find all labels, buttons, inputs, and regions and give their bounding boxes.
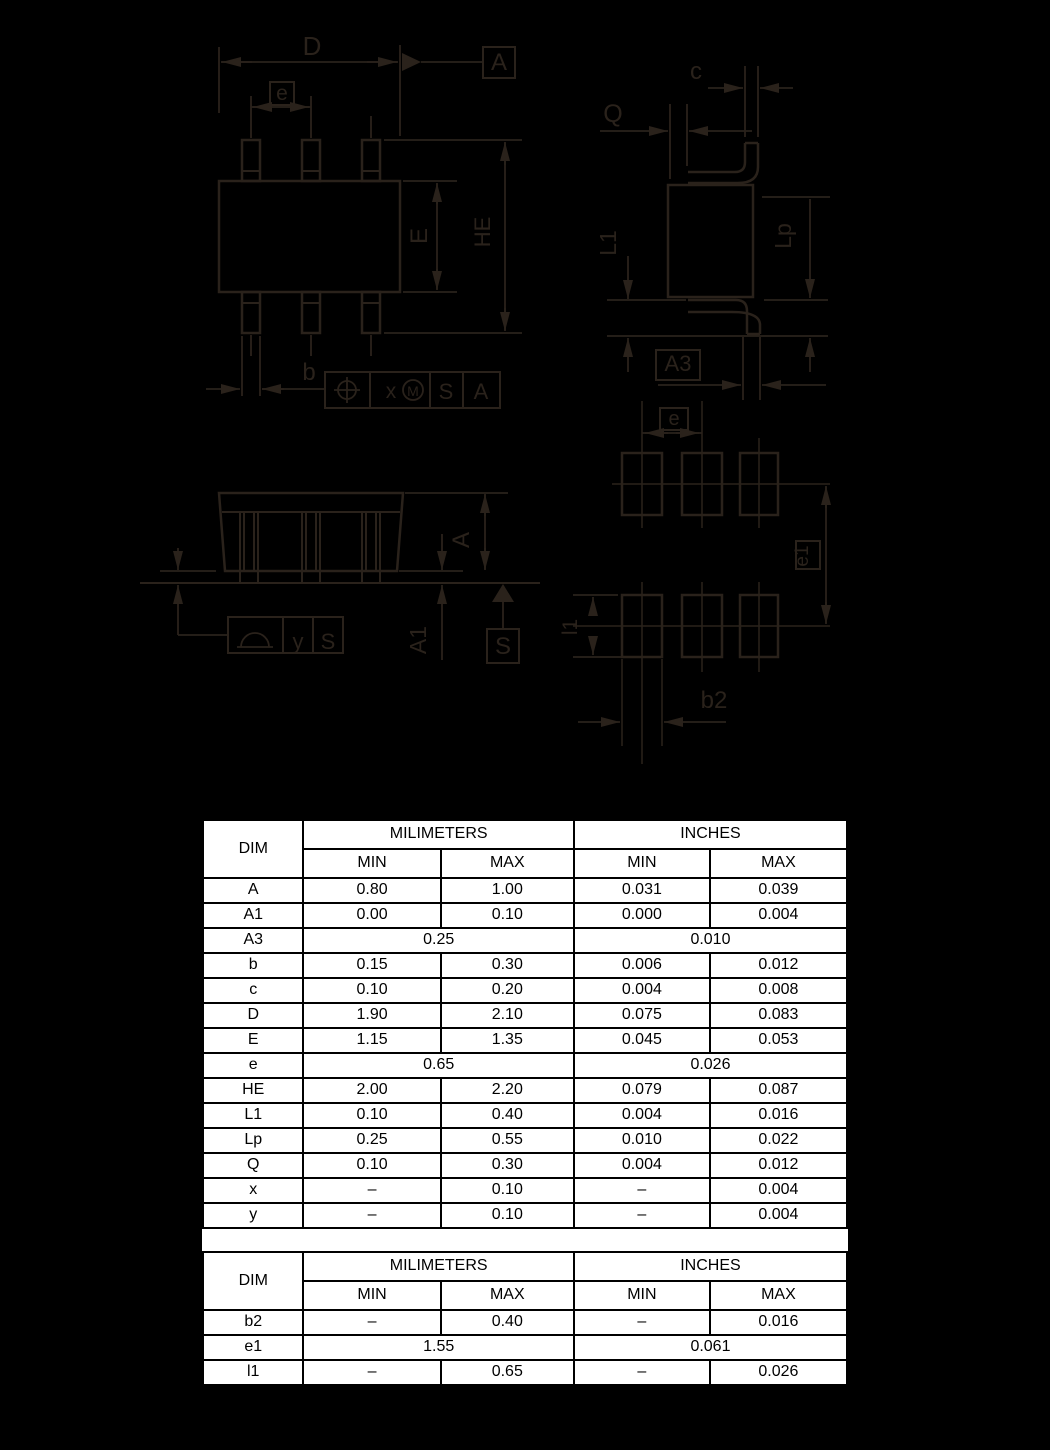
table-row [203, 1360, 847, 1385]
value-cell: 0.004 [574, 978, 710, 1003]
table-header-row [203, 1252, 847, 1281]
dim-label-e: e [276, 82, 288, 105]
fcf-s-label: S [438, 379, 454, 404]
value-cell: 0.80 [303, 878, 440, 903]
value-cell: 2.20 [441, 1078, 574, 1103]
dim-cell: c [203, 978, 303, 1003]
table-row [203, 1103, 847, 1128]
front-view-drawing [140, 493, 540, 663]
value-cell: 0.55 [441, 1128, 574, 1153]
value-cell: – [574, 1310, 710, 1335]
value-cell: – [574, 1178, 710, 1203]
table-row [203, 978, 847, 1003]
value-cell: 0.026 [574, 1053, 847, 1078]
value-cell: 1.35 [441, 1028, 574, 1053]
seating-plane-symbol-icon [237, 633, 273, 647]
table-row [203, 1028, 847, 1053]
value-cell: 0.10 [441, 1203, 574, 1228]
value-cell: – [303, 1178, 440, 1203]
max-header: MAX [441, 1281, 574, 1310]
land-pattern-drawing [559, 401, 830, 764]
value-cell: – [303, 1203, 440, 1228]
value-cell: – [574, 1360, 710, 1385]
dim-label-A: A [448, 531, 475, 549]
value-cell: 0.016 [710, 1103, 847, 1128]
dim-cell: D [203, 1003, 303, 1028]
value-cell: 1.90 [303, 1003, 440, 1028]
dim-cell: b [203, 953, 303, 978]
value-cell: 0.25 [303, 1128, 440, 1153]
value-cell: 0.10 [303, 1103, 440, 1128]
value-cell: 0.004 [574, 1103, 710, 1128]
dim-label-e1: e1 [792, 545, 813, 567]
true-position-icon [334, 377, 360, 403]
dim-label-L1: L1 [595, 230, 621, 256]
value-cell: 0.016 [710, 1310, 847, 1335]
dim-cell: E [203, 1028, 303, 1053]
value-cell: 0.65 [441, 1360, 574, 1385]
table-row [203, 928, 847, 953]
value-cell: 0.40 [441, 1310, 574, 1335]
value-cell: 0.15 [303, 953, 440, 978]
min-header: MIN [303, 849, 440, 878]
value-cell: 0.087 [710, 1078, 847, 1103]
max-header: MAX [710, 1281, 847, 1310]
dim-cell: A3 [203, 928, 303, 953]
dim-label-b2: b2 [700, 687, 728, 714]
value-cell: 0.039 [710, 878, 847, 903]
table-header-row [203, 820, 847, 849]
datum-label-A: A [490, 49, 508, 76]
value-cell: 0.20 [441, 978, 574, 1003]
value-cell: 0.00 [303, 903, 440, 928]
dim-cell: A1 [203, 903, 303, 928]
min-header: MIN [574, 849, 710, 878]
inches-header: INCHES [574, 820, 847, 849]
table-row [203, 1178, 847, 1203]
dim-label-Q: Q [603, 100, 623, 128]
top-view-drawing [206, 31, 522, 408]
value-cell: 1.55 [303, 1335, 573, 1360]
value-cell: 0.40 [441, 1103, 574, 1128]
value-cell: 0.008 [710, 978, 847, 1003]
value-cell: 0.30 [441, 953, 574, 978]
max-header: MAX [441, 849, 574, 878]
value-cell: 0.006 [574, 953, 710, 978]
table-row [203, 1128, 847, 1153]
dim-cell: e1 [203, 1335, 303, 1360]
dim-label-E: E [406, 227, 433, 245]
min-header: MIN [303, 1281, 440, 1310]
fcf-m-label: M [407, 383, 419, 399]
value-cell: 1.15 [303, 1028, 440, 1053]
value-cell: 0.30 [441, 1153, 574, 1178]
inches-header: INCHES [574, 1252, 847, 1281]
value-cell: 0.10 [441, 903, 574, 928]
table-row [203, 1310, 847, 1335]
table-row [203, 1078, 847, 1103]
value-cell: – [303, 1360, 440, 1385]
value-cell: 0.010 [574, 928, 847, 953]
dim-cell: A [203, 878, 303, 903]
value-cell: 0.079 [574, 1078, 710, 1103]
value-cell: 0.004 [710, 1178, 847, 1203]
table-row [203, 1003, 847, 1028]
dimension-tables [199, 816, 851, 1389]
dim-cell: b2 [203, 1310, 303, 1335]
dim-label-e-land: e [668, 408, 680, 430]
value-cell: 0.083 [710, 1003, 847, 1028]
dim-label-HE: HE [470, 216, 495, 248]
value-cell: 0.061 [574, 1335, 847, 1360]
value-cell: 0.075 [574, 1003, 710, 1028]
dim-label-c: c [690, 58, 702, 85]
dim-cell: L1 [203, 1103, 303, 1128]
value-cell: 0.004 [710, 903, 847, 928]
value-cell: 0.010 [574, 1128, 710, 1153]
value-cell: 0.026 [710, 1360, 847, 1385]
dim-label-l1: l1 [559, 618, 582, 636]
table-row [203, 1203, 847, 1228]
value-cell: 0.012 [710, 1153, 847, 1178]
table-row [203, 1153, 847, 1178]
value-cell: 0.004 [710, 1203, 847, 1228]
package-dimension-table [202, 819, 848, 1229]
fcf-y-label: y [292, 629, 304, 654]
value-cell: 0.25 [303, 928, 573, 953]
side-view-drawing [595, 58, 830, 400]
dim-cell: e [203, 1053, 303, 1078]
dim-label-Lp: Lp [770, 223, 796, 249]
value-cell: 2.10 [441, 1003, 574, 1028]
dim-cell: x [203, 1178, 303, 1203]
fcf-a-label: A [473, 379, 489, 404]
value-cell: 1.00 [441, 878, 574, 903]
dim-label-b: b [302, 359, 316, 386]
value-cell: 0.10 [441, 1178, 574, 1203]
dim-header: DIM [203, 1252, 303, 1310]
max-header: MAX [710, 849, 847, 878]
dim-label-A1: A1 [405, 625, 431, 655]
dim-cell: Lp [203, 1128, 303, 1153]
dim-header: DIM [203, 820, 303, 878]
dim-cell: l1 [203, 1360, 303, 1385]
value-cell: 0.10 [303, 1153, 440, 1178]
value-cell: 2.00 [303, 1078, 440, 1103]
value-cell: 0.022 [710, 1128, 847, 1153]
dim-cell: y [203, 1203, 303, 1228]
value-cell: 0.10 [303, 978, 440, 1003]
table-row [203, 903, 847, 928]
value-cell: 0.031 [574, 878, 710, 903]
table-row [203, 878, 847, 903]
datum-arrow-icon [402, 53, 421, 71]
dim-cell: HE [203, 1078, 303, 1103]
dim-label-D: D [302, 31, 322, 61]
value-cell: 0.004 [574, 1153, 710, 1178]
value-cell: 0.000 [574, 903, 710, 928]
min-header: MIN [574, 1281, 710, 1310]
value-cell: – [574, 1203, 710, 1228]
millimeters-header: MILIMETERS [303, 820, 573, 849]
value-cell: 0.012 [710, 953, 847, 978]
value-cell: – [303, 1310, 440, 1335]
dim-cell: Q [203, 1153, 303, 1178]
value-cell: 0.65 [303, 1053, 573, 1078]
dim-label-A3: A3 [664, 351, 692, 376]
land-pattern-dimension-table [202, 1251, 848, 1386]
millimeters-header: MILIMETERS [303, 1252, 573, 1281]
fcf-x-label: x [385, 380, 397, 403]
datum-triangle-icon [492, 584, 514, 602]
table-gap [202, 1229, 848, 1251]
fcf-s-label: S [320, 629, 336, 654]
table-row [203, 1053, 847, 1078]
value-cell: 0.045 [574, 1028, 710, 1053]
value-cell: 0.053 [710, 1028, 847, 1053]
table-row [203, 953, 847, 978]
table-row [203, 1335, 847, 1360]
datum-s-label: S [494, 633, 512, 660]
